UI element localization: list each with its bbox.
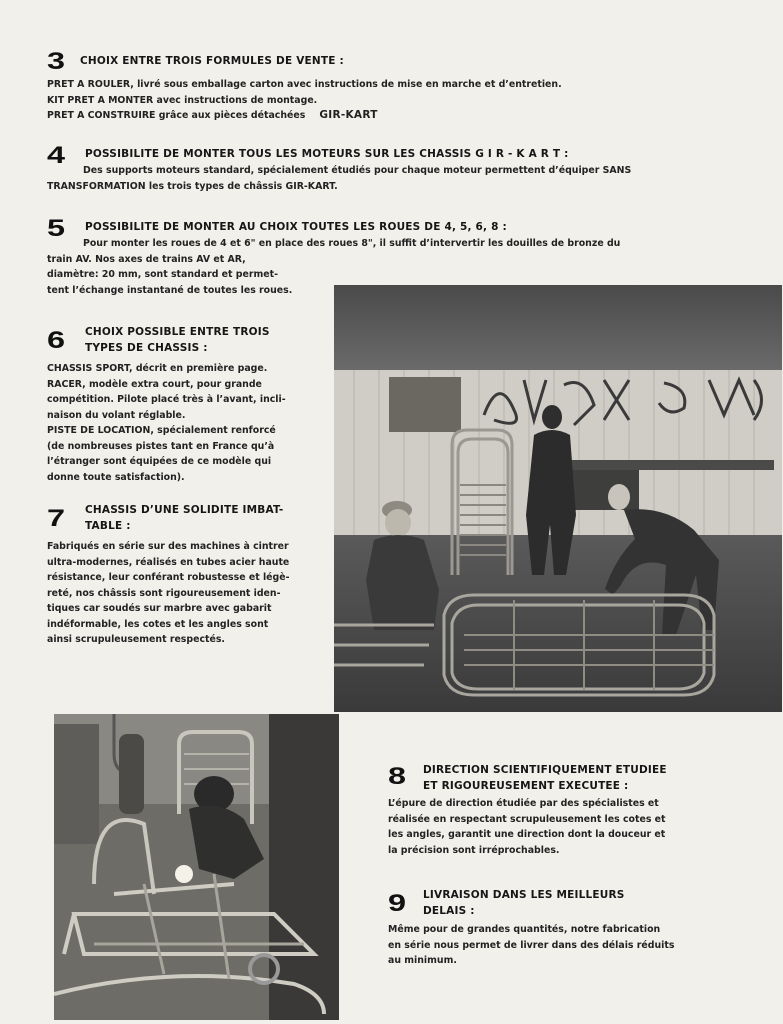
section-3-title: CHOIX ENTRE TROIS FORMULES DE VENTE :	[80, 55, 344, 67]
section-3-line: PRET A CONSTRUIRE grâce aux pièces détachées	[47, 110, 306, 121]
section-6-line: PISTE DE LOCATION, spécialement renforcé	[47, 425, 276, 436]
section-6-title-line: TYPES DE CHASSIS :	[85, 342, 208, 354]
section-6-line: donne toute satisfaction).	[47, 471, 185, 483]
section-6-line: l’étranger sont équipées de ce modèle qui	[47, 456, 272, 467]
section-7-title-line: TABLE :	[85, 520, 131, 532]
section-7-line: résistance, leur conférant robustesse et légè-	[47, 572, 290, 583]
section-4-line: TRANSFORMATION les trois types de châssis GIR-KART.	[47, 180, 338, 192]
section-9-title-line: DELAIS :	[423, 905, 475, 917]
section-3-line: PRET A ROULER, livré sous emballage carton avec instructions de mise en marche et d’entretien.	[47, 79, 562, 90]
section-5-line: tent l’échange instantané de toutes les roues.	[47, 284, 293, 296]
section-3-number: 3	[47, 48, 66, 75]
workshop-photo	[334, 285, 782, 712]
section-7-line: tiques car soudés sur marbre avec gabarit	[47, 603, 272, 614]
section-6-title	[85, 324, 270, 356]
brand-name: GIR-KART	[319, 109, 378, 121]
section-7-title-line: CHASSIS D’UNE SOLIDITE IMBAT-	[85, 504, 284, 516]
section-9-body	[388, 922, 718, 969]
section-6-body	[47, 361, 292, 485]
section-9-title-line: LIVRAISON DANS LES MEILLEURS	[423, 889, 625, 901]
section-9-line: au minimum.	[388, 955, 457, 966]
workshop-photo-illustration	[334, 285, 782, 712]
section-9-title	[423, 887, 625, 919]
section-6-line: CHASSIS SPORT, décrit en première page.	[47, 363, 268, 374]
section-4-title: POSSIBILITE DE MONTER TOUS LES MOTEURS SUR LES CHASSIS G I R - K A R T :	[85, 148, 569, 160]
section-8-title	[423, 762, 667, 794]
section-4-body	[47, 163, 747, 194]
section-9-line: Même pour de grandes quantités, notre fabrication	[388, 924, 661, 935]
section-3-line: KIT PRET A MONTER avec instructions de montage.	[47, 94, 318, 106]
section-8-line: réalisée en respectant scrupuleusement les cotes et	[388, 813, 666, 825]
welding-photo	[54, 714, 339, 1020]
section-7-line: indéformable, les cotes et les angles sont	[47, 618, 269, 630]
section-3-body	[47, 77, 747, 124]
section-6-line: naison du volant réglable.	[47, 409, 186, 421]
section-8-line: la précision sont irréprochables.	[388, 844, 560, 856]
welding-photo-illustration	[54, 714, 339, 1020]
section-8-number: 8	[388, 763, 407, 790]
section-4-number: 4	[47, 142, 66, 169]
section-8-title-line: ET RIGOUREUSEMENT EXECUTEE :	[423, 780, 629, 792]
section-7-line: ultra-modernes, réalisés en tubes acier haute	[47, 556, 290, 568]
section-5-line: train AV. Nos axes de trains AV et AR,	[47, 253, 246, 265]
section-8-line: les angles, garantit une direction dont la douceur et	[388, 829, 666, 840]
section-8-body	[388, 796, 718, 858]
section-7-line: reté, nos châssis sont rigoureusement iden-	[47, 587, 281, 599]
section-6-number: 6	[47, 327, 66, 354]
section-7-line: ainsi scrupuleusement respectés.	[47, 634, 225, 645]
section-9-number: 9	[388, 890, 407, 917]
section-6-title-line: CHOIX POSSIBLE ENTRE TROIS	[85, 326, 270, 338]
section-7-number: 7	[47, 505, 66, 532]
section-7-line: Fabriqués en série sur des machines à cintrer	[47, 541, 289, 552]
section-6-line: RACER, modèle extra court, pour grande	[47, 378, 262, 390]
section-7-body	[47, 539, 292, 648]
section-8-line: L’épure de direction étudiée par des spécialistes et	[388, 798, 659, 809]
section-4-line: Des supports moteurs standard, spécialement étudiés pour chaque moteur permettent d’équiper SANS	[83, 165, 632, 176]
section-5-title: POSSIBILITE DE MONTER AU CHOIX TOUTES LES ROUES DE 4, 5, 6, 8 :	[85, 221, 507, 233]
section-7-title	[85, 502, 283, 534]
section-8-title-line: DIRECTION SCIENTIFIQUEMENT ETUDIEE	[423, 764, 667, 776]
section-5-number: 5	[47, 215, 66, 242]
section-6-line: compétition. Pilote placé très à l’avant, incli-	[47, 394, 286, 405]
section-6-line: (de nombreuses pistes tant en France qu’à	[47, 440, 275, 452]
section-5-line: Pour monter les roues de 4 et 6" en place des roues 8", il suffit d’intervertir les douilles de bronze du	[83, 238, 621, 249]
section-9-line: en série nous permet de livrer dans des délais réduits	[388, 939, 675, 951]
section-5-line: diamètre: 20 mm, sont standard et permet-	[47, 269, 278, 280]
